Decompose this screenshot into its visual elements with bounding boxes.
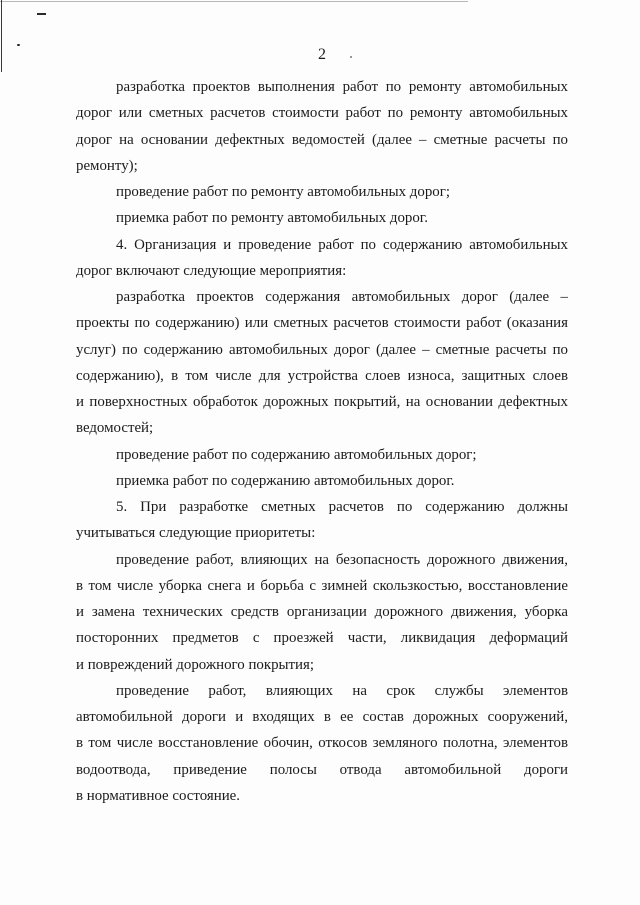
text-line: проекты по содержанию) или сметных расчетов стоимости работ (оказания <box>76 315 568 332</box>
text-line: 5. При разработке сметных расчетов по содержанию должны <box>116 499 568 515</box>
text-line: водоотвода, приведение полосы отвода автомобильной дороги <box>76 761 568 778</box>
text-line: в том числе уборка снега и борьба с зимней скользкостью, восстановление <box>76 577 568 594</box>
text-line: проведение работ по содержанию автомобильных дорог; <box>116 446 477 463</box>
paragraph <box>76 205 568 231</box>
text-line: 4. Организация и проведение работ по содержанию автомобильных <box>116 236 568 253</box>
paragraph <box>76 678 568 809</box>
page-number: 2 <box>318 46 326 63</box>
scan-edge-artifact <box>1 0 2 72</box>
numbered-clause-4 <box>76 232 568 285</box>
paragraph <box>76 468 568 494</box>
text-line: дорог на основании дефектных ведомостей (далее – сметные расчеты по <box>76 131 568 148</box>
text-line: содержанию), в том числе для устройства слоев износа, защитных слоев <box>76 367 568 384</box>
text-line: автомобильной дороги и входящих в ее состав дорожных сооружений, <box>76 709 568 725</box>
text-line: проведение работ, влияющих на безопасность дорожного движения, <box>116 551 568 568</box>
paragraph <box>76 442 568 468</box>
document-body <box>76 74 568 809</box>
paragraph <box>76 179 568 205</box>
numbered-clause-5 <box>76 494 568 547</box>
text-line: в том числе восстановление обочин, откосов земляного полотна, элементов <box>76 735 568 752</box>
text-line: ремонту); <box>76 157 138 174</box>
text-line: приемка работ по ремонту автомобильных дорог. <box>116 210 428 227</box>
text-line: учитываться следующие приоритеты: <box>76 525 316 542</box>
text-line: посторонних предметов с проезжей части, ликвидация деформаций <box>76 630 568 647</box>
text-line: и повреждений дорожного покрытия; <box>76 656 315 673</box>
text-line: проведение работ по ремонту автомобильных дорог; <box>116 184 450 200</box>
text-line: дорог или сметных расчетов стоимости работ по ремонту автомобильных <box>76 105 568 122</box>
text-line: услуг) по содержанию автомобильных дорог (далее – сметные расчеты по <box>76 341 568 358</box>
scan-mark <box>37 13 46 15</box>
scan-mark <box>17 44 20 46</box>
scan-mark <box>350 56 352 58</box>
scan-edge-artifact <box>0 1 468 2</box>
text-line: разработка проектов выполнения работ по ремонту автомобильных <box>116 79 568 95</box>
text-line: приемка работ по содержанию автомобильных дорог. <box>116 472 455 489</box>
text-line: дорог включают следующие мероприятия: <box>76 262 347 279</box>
text-line: в нормативное состояние. <box>76 787 240 804</box>
paragraph <box>76 284 568 442</box>
text-line: и поверхностных обработок дорожных покрытий, на основании дефектных <box>76 394 568 410</box>
paragraph <box>76 74 568 179</box>
paragraph <box>76 547 568 678</box>
text-line: разработка проектов содержания автомобильных дорог (далее – <box>116 289 568 305</box>
text-line: и замена технических средств организации дорожного движения, уборка <box>76 604 568 620</box>
text-line: ведомостей; <box>76 420 154 437</box>
text-line: проведение работ, влияющих на срок службы элементов <box>116 682 568 699</box>
